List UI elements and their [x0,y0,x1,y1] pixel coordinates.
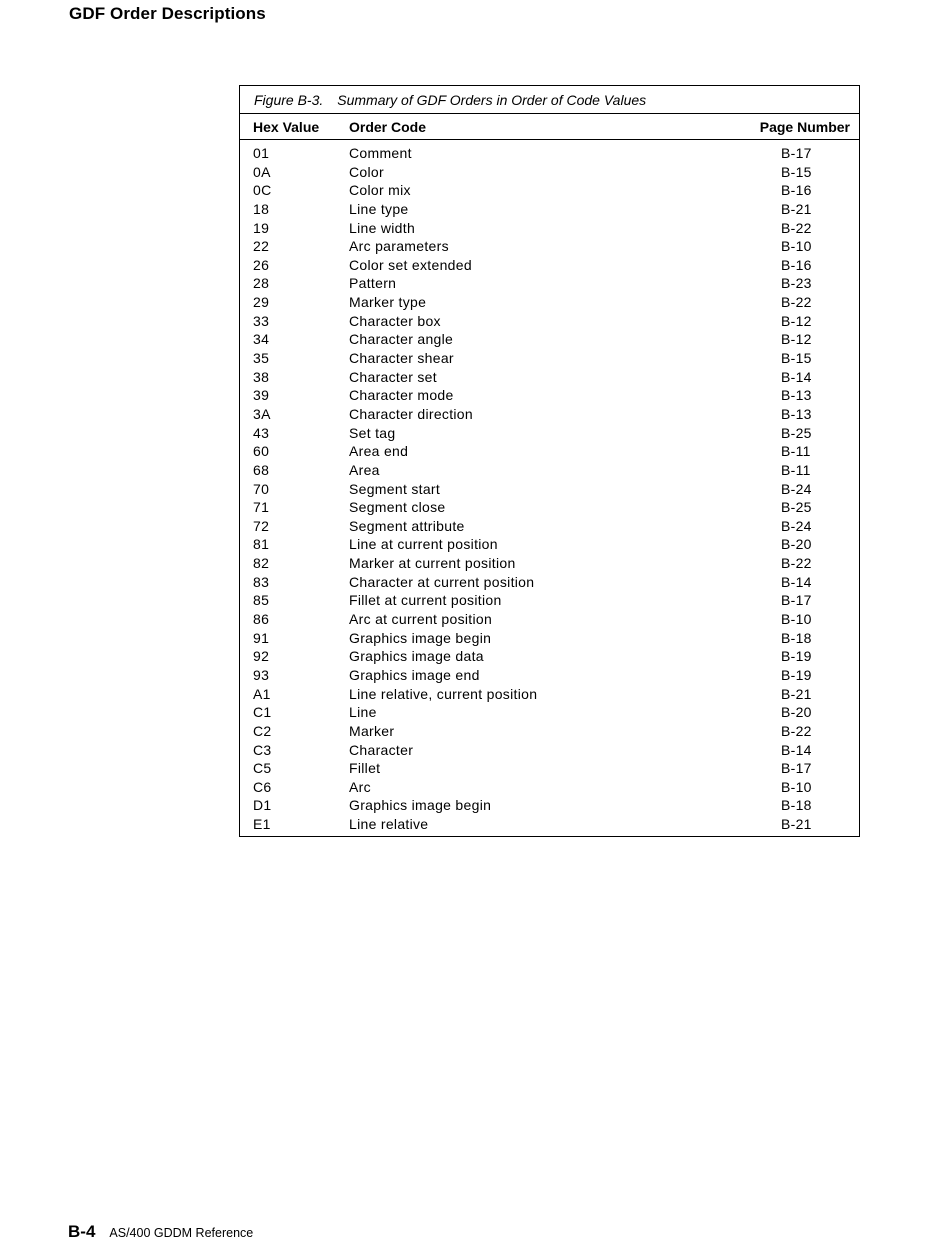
order-code-cell: Segment attribute [349,517,465,534]
table-row [240,630,859,649]
hex-value-cell: 82 [253,555,270,572]
figure-caption [254,92,646,108]
hex-value-cell: 81 [253,536,270,553]
table-row [240,555,859,574]
table-row [240,294,859,313]
order-code-cell: Character box [349,312,441,329]
order-code-cell: Line width [349,219,416,236]
order-code-cell: Graphics image begin [349,629,492,646]
hex-value-cell: 93 [253,666,270,683]
table-row [240,592,859,611]
table-row [240,648,859,667]
page-number-cell: B-20 [781,536,812,553]
order-code-cell: Color mix [349,182,411,199]
hex-value-cell: 71 [253,499,270,516]
table-row [240,499,859,518]
figure-table [239,85,860,837]
table-row [240,518,859,537]
table-row [240,406,859,425]
page-number-cell: B-18 [781,797,812,814]
order-code-cell: Line [349,704,377,721]
order-code-cell: Character angle [349,331,454,348]
table-row [240,443,859,462]
hex-value-cell: 72 [253,517,270,534]
hex-value-cell: 26 [253,256,270,273]
hex-value-cell: 34 [253,331,270,348]
order-code-cell: Graphics image end [349,666,480,683]
table-row [240,760,859,779]
hex-value-cell: 38 [253,368,270,385]
page-number-cell: B-17 [781,760,812,777]
page-number-cell: B-22 [781,555,812,572]
order-code-cell: Character mode [349,387,454,404]
hex-value-cell: 70 [253,480,270,497]
table-row [240,797,859,816]
hex-value-cell: 91 [253,629,270,646]
table-row [240,723,859,742]
table-row [240,182,859,201]
page-number-cell: B-19 [781,648,812,665]
order-code-cell: Marker [349,722,395,739]
order-code-cell: Graphics image begin [349,797,492,814]
page-number-cell: B-17 [781,592,812,609]
hex-value-cell: 0C [253,182,272,199]
hex-value-cell: C5 [253,760,272,777]
order-code-cell: Line at current position [349,536,498,553]
column-header-order-code: Order Code [349,119,427,135]
caption-divider [240,113,859,114]
order-code-cell: Character [349,741,414,758]
hex-value-cell: A1 [253,685,271,702]
order-code-cell: Line type [349,200,409,217]
page-number-cell: B-18 [781,629,812,646]
hex-value-cell: C2 [253,722,272,739]
table-row [240,313,859,332]
hex-value-cell: 85 [253,592,270,609]
table-row [240,779,859,798]
table-row [240,257,859,276]
hex-value-cell: 60 [253,443,270,460]
page-number-cell: B-10 [781,778,812,795]
hex-value-cell: 33 [253,312,270,329]
order-code-cell: Set tag [349,424,396,441]
order-code-cell: Character set [349,368,437,385]
order-code-cell: Fillet at current position [349,592,502,609]
table-row [240,816,859,835]
running-header-title: GDF Order Descriptions [69,4,266,23]
hex-value-cell: 35 [253,350,270,367]
table-row [240,742,859,761]
table-row [240,704,859,723]
order-code-cell: Pattern [349,275,397,292]
page-number-cell: B-11 [781,461,811,478]
book-title: AS/400 GDDM Reference [109,1226,254,1240]
hex-value-cell: 01 [253,145,270,161]
table-row [240,238,859,257]
hex-value-cell: 39 [253,387,270,404]
page-number-cell: B-22 [781,722,812,739]
order-code-cell: Segment start [349,480,441,497]
table-row [240,369,859,388]
order-code-cell: Segment close [349,499,446,516]
order-code-cell: Arc parameters [349,238,449,255]
table-row [240,667,859,686]
page-number-cell: B-14 [781,368,812,385]
order-code-cell: Comment [349,145,412,161]
table-row [240,350,859,369]
page-number-cell: B-22 [781,219,812,236]
order-code-cell: Color set extended [349,256,472,273]
order-code-cell: Color [349,163,384,180]
hex-value-cell: 22 [253,238,270,255]
order-code-cell: Character at current position [349,573,535,590]
order-code-cell: Arc [349,778,371,795]
figure-title: Summary of GDF Orders in Order of Code Values [337,92,647,108]
hex-value-cell: 29 [253,294,270,311]
order-code-cell: Area [349,461,380,478]
page-number-cell: B-20 [781,704,812,721]
page-number-cell: B-24 [781,517,812,534]
page-number-cell: B-22 [781,294,812,311]
order-code-cell: Marker at current position [349,555,516,572]
page-number-cell: B-24 [781,480,812,497]
page-number-cell: B-16 [781,256,812,273]
page-number-cell: B-10 [781,611,812,628]
hex-value-cell: 92 [253,648,270,665]
table-row [240,331,859,350]
page-number-cell: B-25 [781,424,812,441]
table-row [240,275,859,294]
hex-value-cell: C6 [253,778,272,795]
page-number-cell: B-21 [781,200,812,217]
table-row [240,220,859,239]
page-number-cell: B-13 [781,387,812,404]
hex-value-cell: 0A [253,163,271,180]
page-number-cell: B-19 [781,666,812,683]
hex-value-cell: 43 [253,424,270,441]
page-number-cell: B-10 [781,238,812,255]
page-number-cell: B-11 [781,443,811,460]
order-code-cell: Marker type [349,294,427,311]
order-code-cell: Character shear [349,350,454,367]
hex-value-cell: 28 [253,275,270,292]
hex-value-cell: 18 [253,200,270,217]
hex-value-cell: D1 [253,797,272,814]
table-row [240,574,859,593]
page-number-cell: B-12 [781,331,812,348]
order-code-cell: Area end [349,443,409,460]
table-row [240,686,859,705]
page-number-cell: B-15 [781,350,812,367]
hex-value-cell: 19 [253,219,270,236]
hex-value-cell: 68 [253,461,270,478]
page-number-cell: B-21 [781,816,812,833]
table-row [240,462,859,481]
table-body [240,145,859,835]
page-number-cell: B-13 [781,405,812,422]
page-number-cell: B-21 [781,685,812,702]
hex-value-cell: E1 [253,816,271,833]
column-header-hex-value: Hex Value [253,119,320,135]
table-row [240,611,859,630]
table-row [240,387,859,406]
order-code-cell: Line relative, current position [349,685,538,702]
hex-value-cell: 86 [253,611,270,628]
page-number-cell: B-25 [781,499,812,516]
page-number-cell: B-14 [781,741,812,758]
hex-value-cell: 3A [253,405,271,422]
page-number-cell: B-15 [781,163,812,180]
table-row [240,425,859,444]
page-number-cell: B-16 [781,182,812,199]
order-code-cell: Line relative [349,816,429,833]
page-number-cell: B-17 [781,145,812,161]
hex-value-cell: 83 [253,573,270,590]
table-row [240,164,859,183]
table-row [240,536,859,555]
column-header-page-number: Page Number [759,119,850,135]
order-code-cell: Character direction [349,405,473,422]
page-number: B-4 [68,1222,96,1241]
hex-value-cell: C1 [253,704,272,721]
table-row [240,201,859,220]
page-number-cell: B-14 [781,573,812,590]
hex-value-cell: C3 [253,741,272,758]
order-code-cell: Fillet [349,760,381,777]
order-code-cell: Arc at current position [349,611,493,628]
order-code-cell: Graphics image data [349,648,484,665]
page-footer [68,1222,253,1242]
table-row [240,145,859,164]
page-number-cell: B-23 [781,275,812,292]
header-divider [240,139,859,140]
figure-label: Figure B-3. [254,92,324,108]
table-row [240,481,859,500]
page-number-cell: B-12 [781,312,812,329]
